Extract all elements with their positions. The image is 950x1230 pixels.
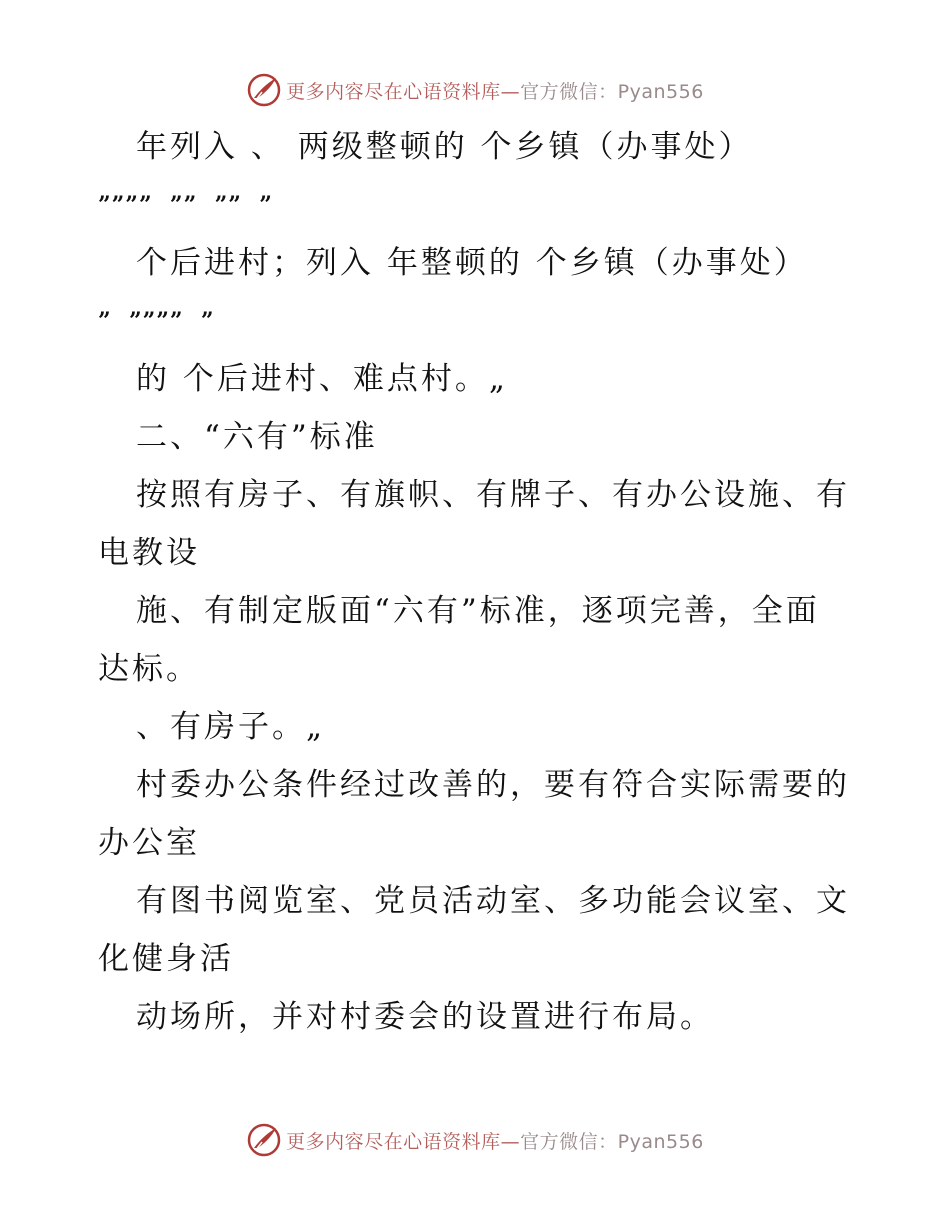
watermark-dash: — [500, 80, 521, 103]
watermark-wechat: 官方微信：Pyan556 [520, 1130, 704, 1153]
document-body [98, 118, 878, 1046]
watermark-text: 更多内容尽在心语资料库 [286, 80, 501, 103]
watermark-text: 更多内容尽在心语资料库 [286, 1130, 501, 1153]
text-line: 动场所，并对村委会的设置进行布局。 [136, 999, 714, 1035]
text-line: 的 个后进村、难点村。„ [136, 361, 508, 397]
text-line: 按照有房子、有旗帜、有牌子、有办公设施、有 [136, 477, 850, 513]
text-line: 个后进村；列入 年整顿的 个乡镇（办事处） [136, 245, 808, 281]
text-line: 有图书阅览室、党员活动室、多功能会议室、文 [136, 883, 850, 919]
text-line: 村委办公条件经过改善的，要有符合实际需要的 [136, 767, 850, 803]
quill-logo-icon [246, 1122, 282, 1158]
section-heading: 二、“六有”标准 [136, 419, 378, 455]
quote-marks-line: ” ”””” ” [98, 308, 215, 334]
footer-watermark [0, 1120, 950, 1160]
text-line: 年列入 、 两级整顿的 个乡镇（办事处） [136, 129, 753, 165]
text-line: 达标。 [98, 651, 200, 687]
text-line: 电教设 [98, 535, 200, 571]
text-line: 办公室 [98, 825, 200, 861]
quote-marks-line: ”””” ”” ”” ” [98, 192, 273, 218]
quill-logo-icon [246, 72, 282, 108]
text-line: 施、有制定版面“六有”标准，逐项完善，全面 [136, 593, 820, 629]
text-line: 、有房子。„ [136, 709, 326, 745]
text-line: 化健身活 [98, 941, 234, 977]
watermark-dash: — [500, 1130, 521, 1153]
header-watermark [0, 70, 950, 110]
watermark-wechat: 官方微信：Pyan556 [520, 80, 704, 103]
